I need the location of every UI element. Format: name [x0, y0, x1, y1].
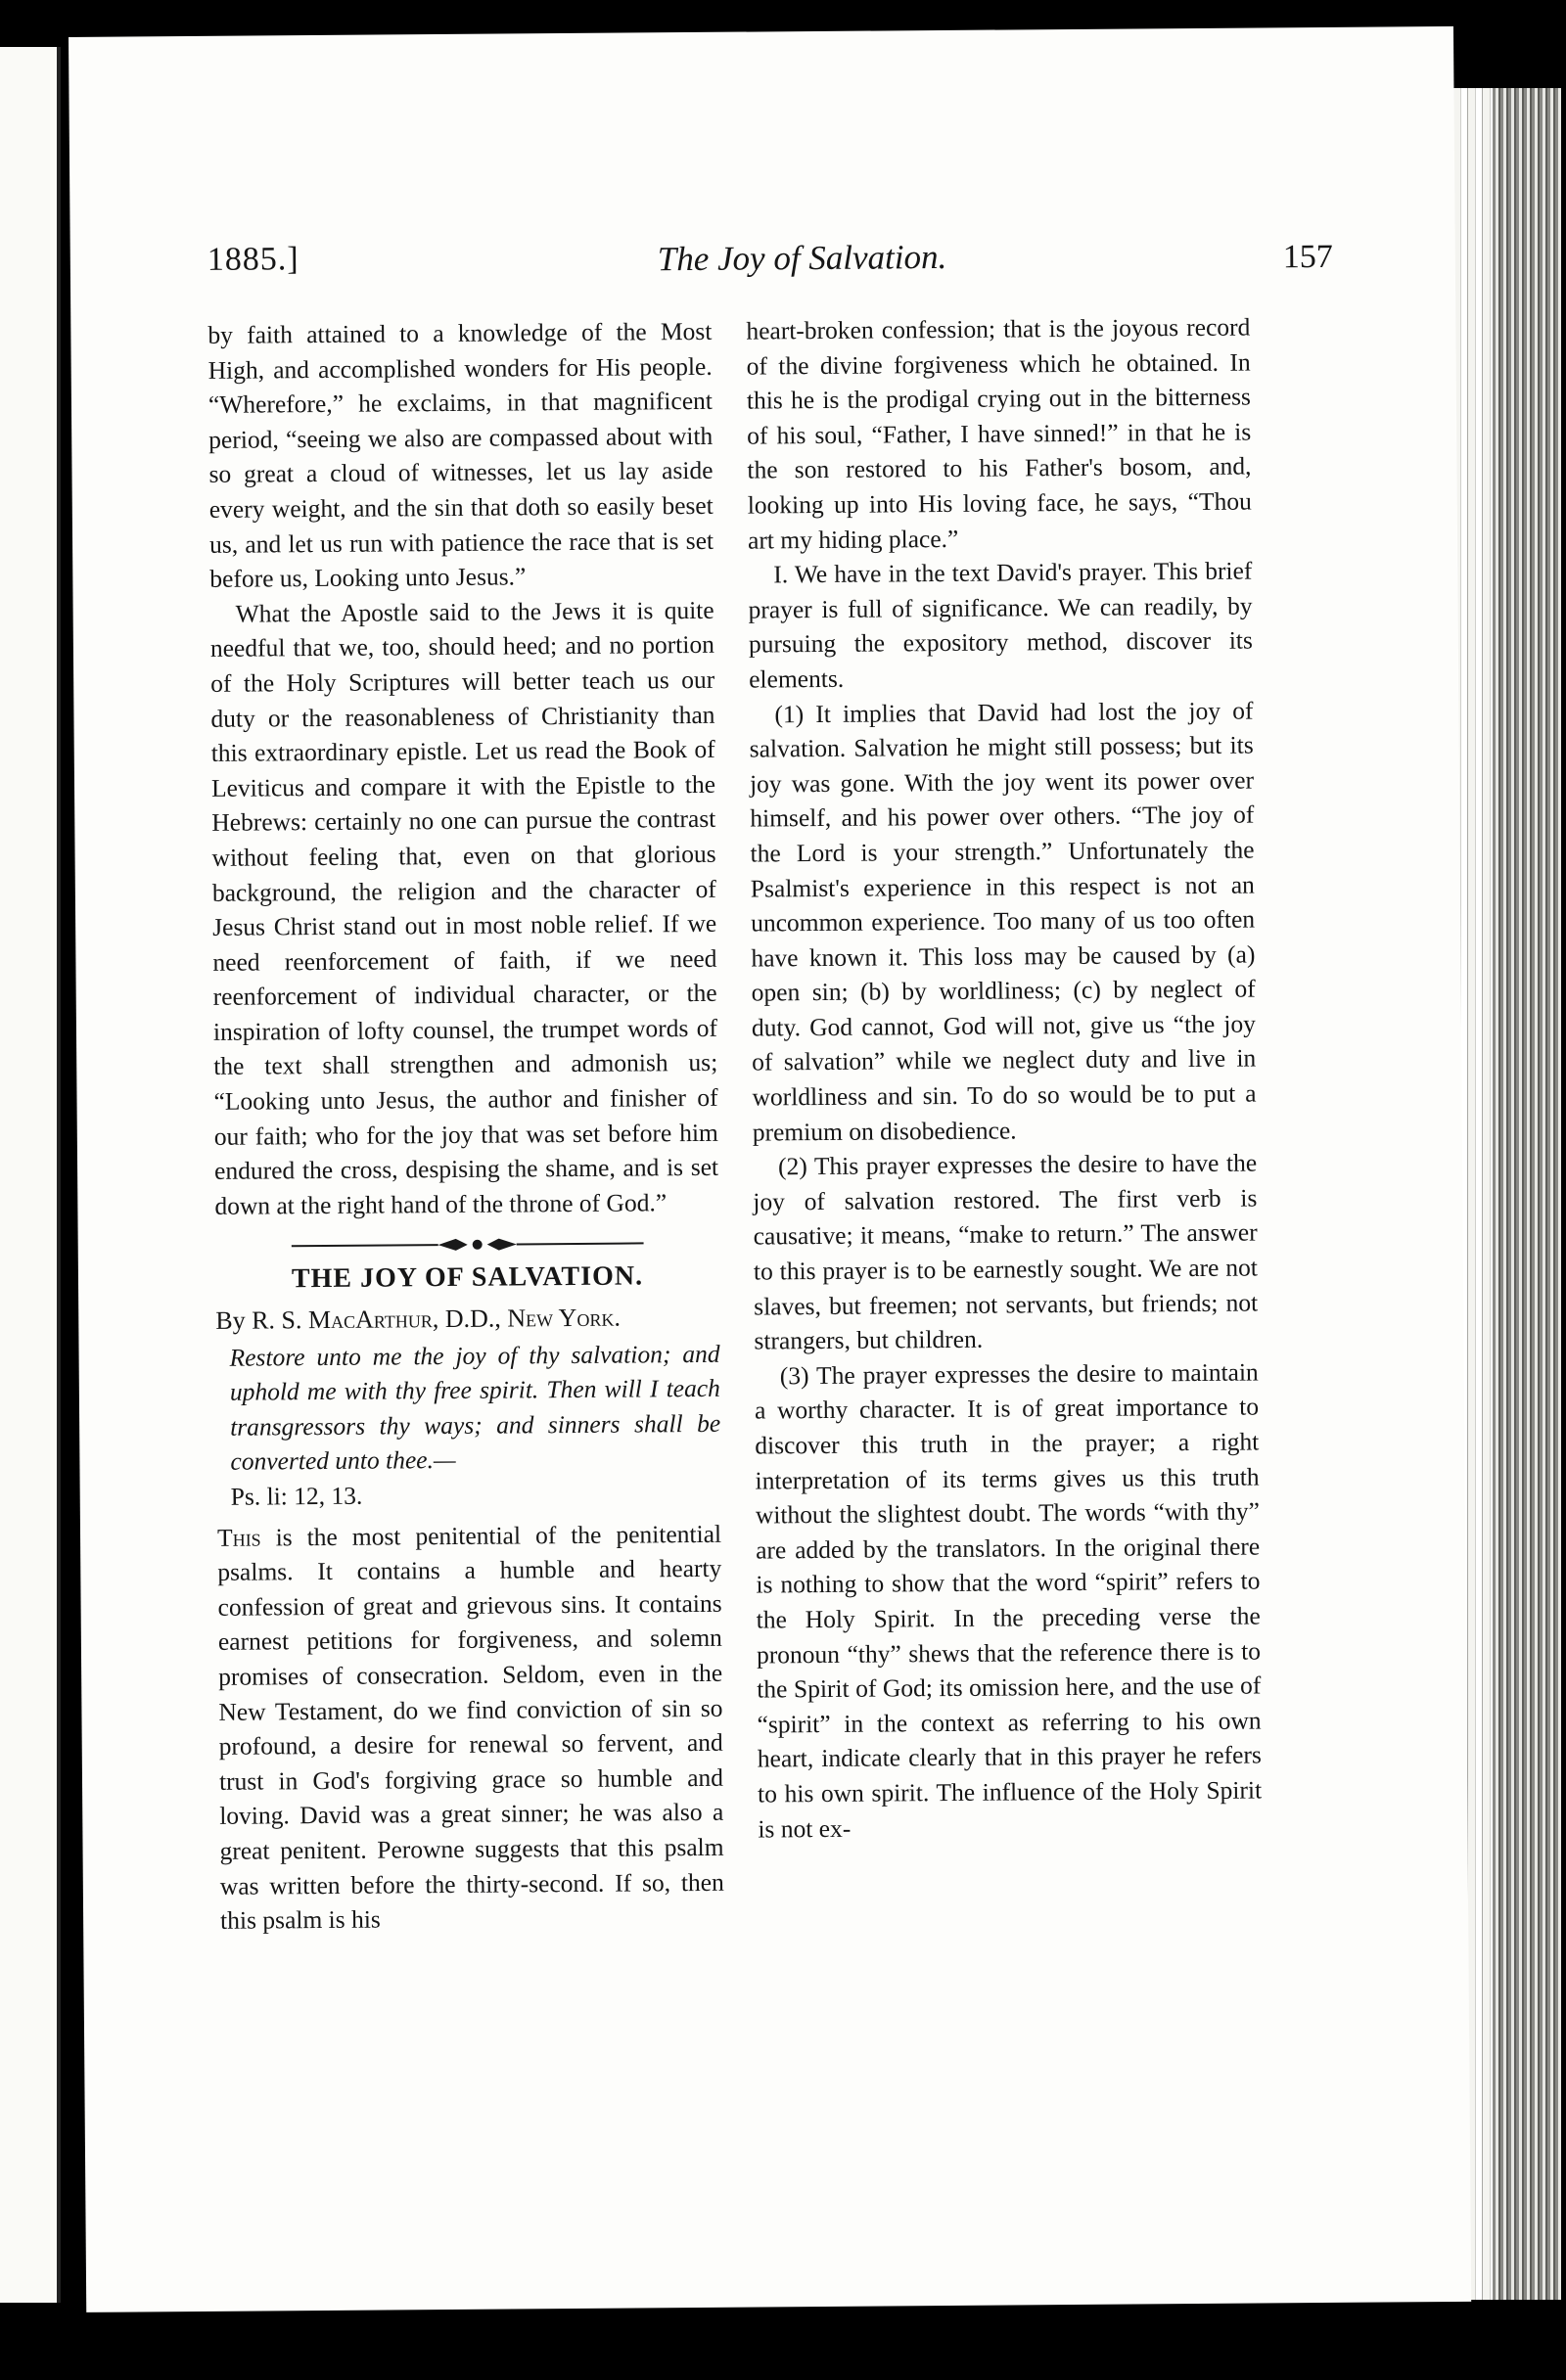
continued-paragraph: by faith attained to a knowledge of the Most High, and accomplished wonders for His people. “Wherefore,” he exclaims, in that magnificent period, “seeing we also are compassed about with so great a cloud of witnesses, let us lay aside every weight, and the sin that doth so easily beset us, and let us run with patience the race that is set before us, Looking unto Jesus.”	[207, 316, 714, 594]
paragraph-apostle: What the Apostle said to the Jews it is quite needful that we, too, should heed; and no portion of the Holy Scriptures will better teach us our duty or the reasonableness of Christianity than this extraordinary epistle. Let us read the Book of Leviticus and compare it with the Epistle to the Hebrews: certainly no one can pursue the contrast without feeling that, even on that glorious background, the religion and the character of Jesus Christ stand out in most noble relief. If we need reenforcement of faith, if we need reenforcement of individual character, or the inspiration of lofty counsel, the trumpet words of the text shall strengthen and admonish us; “Looking unto Jesus, the author and finisher of our faith; who for the joy that was set before him endured the cross, despising the shame, and is set down at the right hand of the throne of God.”	[209, 595, 719, 1220]
byline-author: R. S. MacArthur, D.D., New York.	[252, 1303, 622, 1335]
page-number: 157	[1282, 238, 1333, 276]
epigraph-reference: Ps. li: 12, 13.	[230, 1481, 363, 1511]
running-head-year: 1885.]	[207, 241, 299, 278]
article-opening-paragraph	[217, 1516, 724, 1938]
point-two: (2) This prayer expresses the desire to have the joy of salvation restored. The first verb is causative; it means, “make to return.” The answer to this prayer is to be earnestly sought. We are not slaves, but freemen; not servants, but friends; not strangers, but children.	[753, 1148, 1259, 1355]
epigraph: Restore unto me the joy of thy salvation; and uphold me with thy free spirit. Then will I teach transgressors thy ways; and sinners shall be converted unto thee.—	[229, 1339, 721, 1477]
point-three: (3) The prayer expresses the desire to maintain a worthy character. It is of great importance to discover this truth in the prayer; a right interpretation of its terms gives us this truth without the slightest doubt. The words “with thy” are added by the translators. In the original there is nothing to show that the word “spirit” refers to the Holy Spirit. In the preceding verse the pronoun “thy” shews that the reference there is to the Spirit of God; its omission here, and the use of “spirit” in the context as referring to his own heart, indicate clearly that in this prayer he refers to his own spirit. The influence of the Holy Spirit is not ex-	[754, 1357, 1263, 1844]
section-one: I. We have in the text David's prayer. This brief prayer is full of significance. We can readily, by pursuing the expository method, discover its elements.	[748, 556, 1253, 694]
right-column	[746, 310, 1262, 1847]
byline-prefix: By	[215, 1305, 246, 1335]
facing-page-edge	[0, 47, 61, 2303]
opening-body: is the most penitential of the penitential psalms. It contains a humble and hearty confession of great and grievous sins. It contains earnest petitions for forgiveness, and solemn promises of consecration. Seldom, even in the New Testament, do we find conviction of sin so profound, a desire for renewal so fervent, and trust in God's forgiving grace so humble and loving. David was a great sinner; he was also a great penitent. Perowne suggests that this psalm was written before the thirty-second. If so, then this psalm is his	[217, 1519, 724, 1935]
ornamental-rule	[291, 1234, 643, 1257]
left-column	[207, 314, 724, 1939]
running-head-title: The Joy of Salvation.	[657, 237, 947, 279]
opening-word: This	[216, 1523, 261, 1552]
article-title: THE JOY OF SALVATION.	[291, 1260, 644, 1295]
byline	[215, 1300, 719, 1339]
point-one: (1) It implies that David had lost the joy of salvation. Salvation he might still possess; but its joy was gone. With the joy went its power over himself, and his power over others. “The joy of the Lord is your strength.” Unfortunately the Psalmist's experience in this respect is not an uncommon experience. Too many of us too often have known it. This loss may be caused by (a) open sin; (b) by worldliness; (c) by neglect of duty. God cannot, God will not, give us “the joy of salvation” while we neglect duty and live in worldliness and sin. To do so would be to put a premium on disobedience.	[749, 696, 1257, 1147]
book-page	[69, 26, 1471, 2312]
continued-paragraph-right: heart-broken confession; that is the joyous record of the divine forgiveness which he obtained. In this he is the prodigal crying out in the bitterness of his soul, “Father, I have sinned!” in that he is the son restored to his Father's bosom, and, looking up into His loving face, he says, “Thou art my hiding place.”	[746, 312, 1252, 555]
running-head	[207, 233, 1333, 300]
